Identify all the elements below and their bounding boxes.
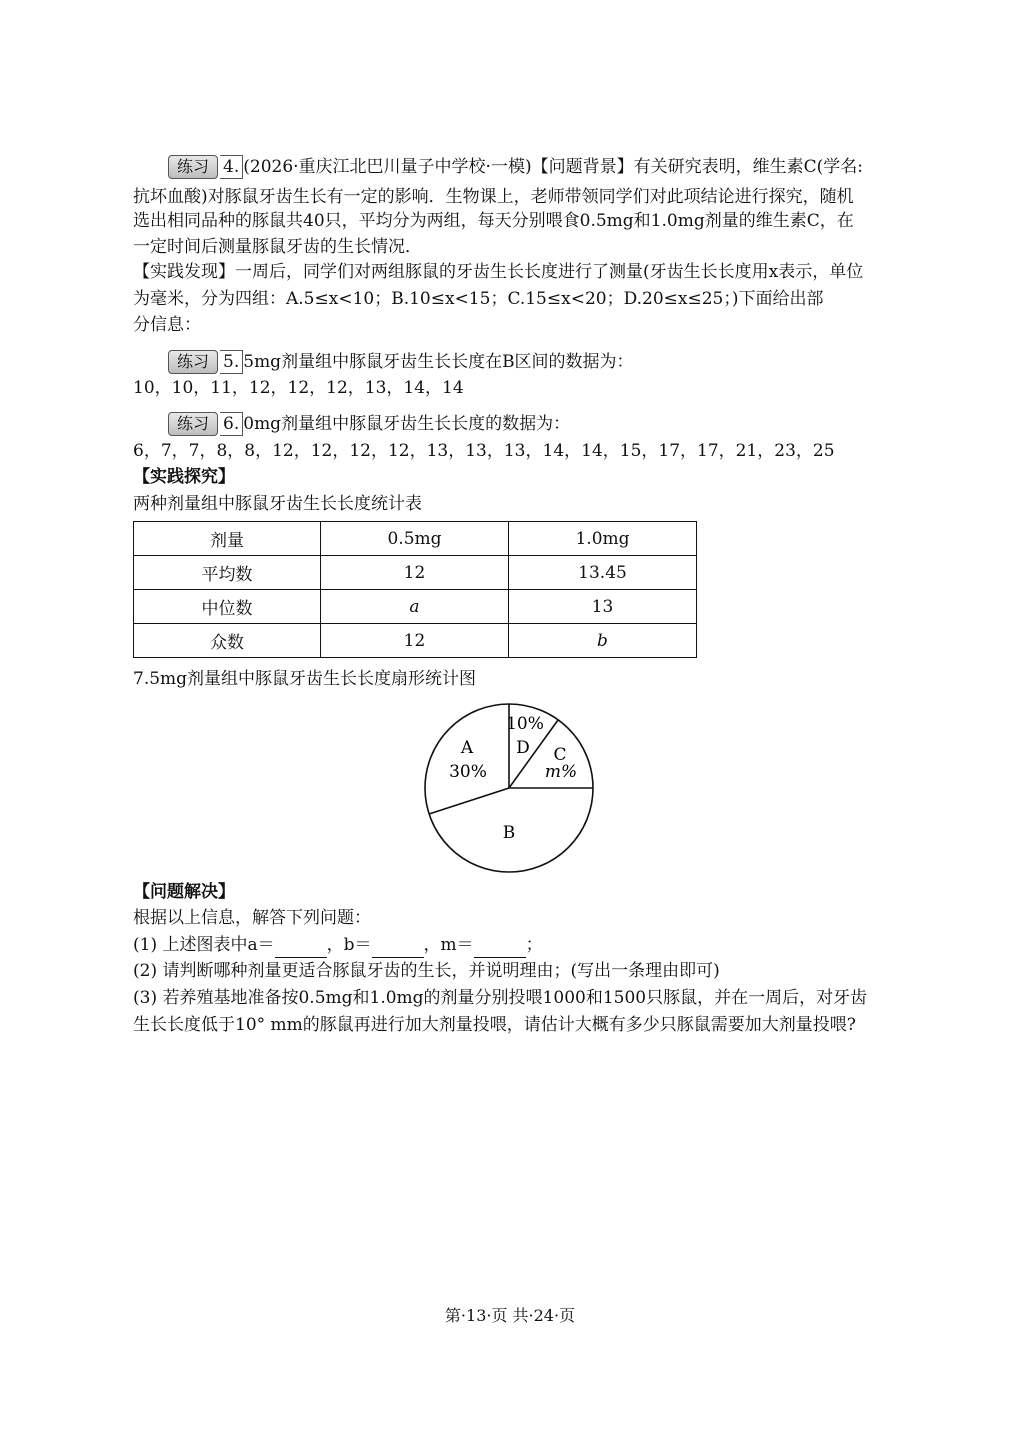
solve-heading: 【问题解决】 (133, 882, 235, 902)
intro-line-5: 【实践发现】一周后，同学们对两组豚鼠的牙齿生长长度进行了测量(牙齿生长长度用x表示，单位 (133, 262, 864, 282)
ex5-data: 10，10，11，12，12，12，13，14，14 (133, 378, 464, 398)
question-1: (1) 上述图表中a＝ ，b＝ ，m＝ ； (133, 932, 543, 958)
exercise-badge: 练习 (168, 350, 218, 374)
table-row: 众数 12 b (134, 624, 697, 658)
question-3-line-2: 生长长度低于10° mm的豚鼠再进行加大剂量投喂，请估计大概有多少只豚鼠需要加大剂量投喂? (133, 1015, 856, 1035)
page-footer: 第·13·页 共·24·页 (444, 1306, 576, 1325)
table-row: 平均数 12 13.45 (134, 556, 697, 590)
table-row: 剂量 0.5mg 1.0mg (134, 522, 697, 556)
pie-value-d: 10% (506, 714, 544, 734)
pie-label-d: D (516, 738, 530, 758)
answer-blank-m[interactable] (474, 939, 526, 958)
pie-label-c: C (553, 745, 567, 765)
answer-blank-b[interactable] (372, 939, 424, 958)
question-2: (2) 请判断哪种剂量更适合豚鼠牙齿的生长，并说明理由；(写出一条理由即可) (133, 961, 720, 981)
table-row: 中位数 a 13 (134, 590, 697, 624)
question-3-line-1: (3) 若养殖基地准备按0.5mg和1.0mg的剂量分别投喂1000和1500只豚鼠，并在一周后，对牙齿 (133, 988, 868, 1008)
exercise-badge: 练习 (168, 155, 218, 179)
pie-label-b: B (502, 823, 516, 843)
exercise-number: 6. (220, 412, 243, 436)
intro-line-3: 选出相同品种的豚鼠共40只，平均分为两组，每天分别喂食0.5mg和1.0mg剂量的维生素C，在 (133, 211, 854, 231)
pie-value-c: m% (544, 762, 578, 782)
ex6-data: 6，7，7，8，8，12，12，12，12，13，13，13，14，14，15，17，17，21，23，25 (133, 441, 835, 461)
pie-chart (410, 693, 610, 875)
solve-intro: 根据以上信息，解答下列问题： (133, 908, 371, 928)
answer-blank-a[interactable] (275, 939, 327, 958)
exercise-badge: 练习 (168, 412, 218, 436)
exercise-number: 4. (220, 155, 243, 179)
intro-line-7: 分信息： (133, 315, 201, 335)
table-title: 两种剂量组中豚鼠牙齿生长长度统计表 (133, 494, 422, 514)
intro-line-4: 一定时间后测量豚鼠牙齿的生长情况． (133, 237, 422, 257)
stats-table (133, 521, 697, 658)
intro-line-1: 练习 4. (2026·重庆江北巴川量子中学校·一模)【问题背景】有关研究表明，维生素C(学名: (168, 154, 863, 180)
pie-label-a: A (460, 738, 474, 758)
ex5-line: 练习 5. 5mg剂量组中豚鼠牙齿生长长度在B区间的数据为： (168, 349, 634, 375)
ex6-line: 练习 6. 0mg剂量组中豚鼠牙齿生长长度的数据为： (168, 411, 570, 437)
pie-title: 7.5mg剂量组中豚鼠牙齿生长长度扇形统计图 (133, 669, 477, 689)
pie-divider-ba (429, 788, 509, 814)
intro-line-6: 为毫米，分为四组：A.5≤x<10；B.10≤x<15；C.15≤x<20；D.20≤x≤25；)下面给出部 (133, 289, 824, 309)
intro-line-2: 抗坏血酸)对豚鼠牙齿生长有一定的影响．生物课上，老师带领同学们对此项结论进行探究，随机 (133, 187, 854, 207)
exercise-number: 5. (220, 350, 243, 374)
explore-heading: 【实践探究】 (133, 467, 235, 487)
pie-value-a: 30% (449, 762, 487, 782)
